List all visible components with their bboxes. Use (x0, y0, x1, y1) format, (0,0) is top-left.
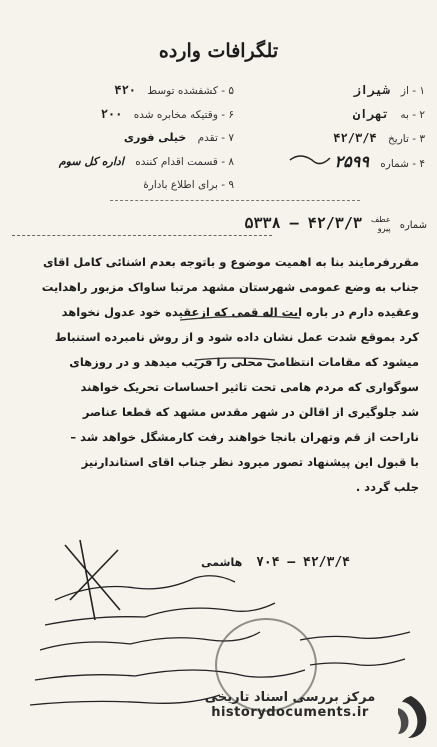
field-sent-time (14, 107, 234, 121)
closing-line (130, 555, 350, 570)
reference-underline (12, 235, 272, 236)
field-to-label: ۲ - به (400, 109, 425, 121)
body-line: با قبول این پیشنهاد تصور میرود نظر جناب اقای استاندارنیز (81, 455, 419, 469)
body-line: سوگواری که مردم هامی تحت تاثیر احساسات تحریک خواهند (80, 380, 419, 394)
reference-sub-bottom: پیرو (377, 223, 391, 233)
field-priority-label: ۷ - تقدم (197, 132, 234, 144)
field-priority (14, 131, 234, 144)
field-date-value: ۴۲/۳/۴ (333, 131, 377, 145)
field-action-dept-value: اداره کل سوم (58, 155, 124, 168)
reference-value: ۴۲/۳/۳ – ۵۳۳۸ (244, 214, 362, 232)
field-decoded-by-label: ۵ - کشفشده توسط (147, 85, 234, 97)
field-to (250, 107, 425, 121)
watermark-text: مرکز بررسی اسناد تاریخی (204, 690, 376, 705)
body-line: مقررفرمایند بنا به اهمیت موضوع و باتوجه بعدم اشنائی کامل اقای (42, 255, 419, 269)
body-line: کرد بموقع شدت عمل نشان داده شود و از روش نامبرده استنباط (54, 330, 419, 344)
reference-sub-top: عطف (371, 214, 391, 224)
field-number-label: ۴ - شماره (380, 158, 425, 170)
body-line: وعقیده دارم در باره ایت اله قمی که ازعقیده خود عدول نخواهد (61, 305, 419, 319)
field-info-dept-label: ۹ - برای اطلاع بادارهٔ (143, 179, 234, 191)
field-info-dept (14, 179, 234, 191)
body-line: شد جلوگیری از اقالن در شهر مقدس مشهد که قطعا عناصر (82, 405, 419, 419)
closing-signature: هاشمی (201, 556, 243, 569)
field-from (250, 83, 425, 97)
field-sent-time-label: ۶ - وقتیکه مخابره شده (133, 109, 234, 121)
field-decoded-by-value: ۴۲۰ (114, 83, 137, 97)
body-line: ناراحت از قم وتهران بانجا خواهند رفت کارمشگل خواهد شد – (70, 430, 419, 444)
field-to-value: تهران (352, 107, 389, 121)
watermark (165, 690, 415, 720)
body-line: میشود که مقامات انتظامی محلی را فریب میدهد و در روزهای (69, 355, 419, 369)
telegram-body (19, 250, 419, 500)
reference-sub (371, 215, 391, 233)
field-from-value: شیراز (353, 83, 390, 97)
watermark-site: historydocuments.ir (211, 705, 369, 720)
field-action-dept (14, 155, 234, 168)
field-number-value: ۲۵۹۹ (334, 152, 369, 171)
field-date-label: ۳ - تاریخ (388, 133, 425, 145)
body-line: جناب به وضع عمومی شهرستان مشهد مرتبا ساواک مزبور راهدایت (41, 280, 419, 294)
header-divider (110, 200, 360, 201)
field-from-label: ۱ - از (400, 85, 425, 97)
field-number (250, 152, 425, 171)
field-decoded-by (14, 83, 234, 97)
field-date (250, 131, 425, 145)
document-title: تلگرافات وارده (158, 40, 279, 62)
field-priority-value: خیلی فوری (123, 131, 187, 144)
watermark-logo-icon (392, 694, 430, 740)
field-action-dept-label: ۸ - قسمت اقدام کننده (135, 156, 234, 168)
closing-number: ۴۲/۳/۴ – ۷۰۴ (256, 555, 350, 570)
field-sent-time-value: ۲۰۰ (100, 107, 123, 121)
reference-label: شماره (399, 220, 427, 231)
reference-number (7, 213, 427, 233)
body-line: جلب گردد . (355, 480, 419, 494)
